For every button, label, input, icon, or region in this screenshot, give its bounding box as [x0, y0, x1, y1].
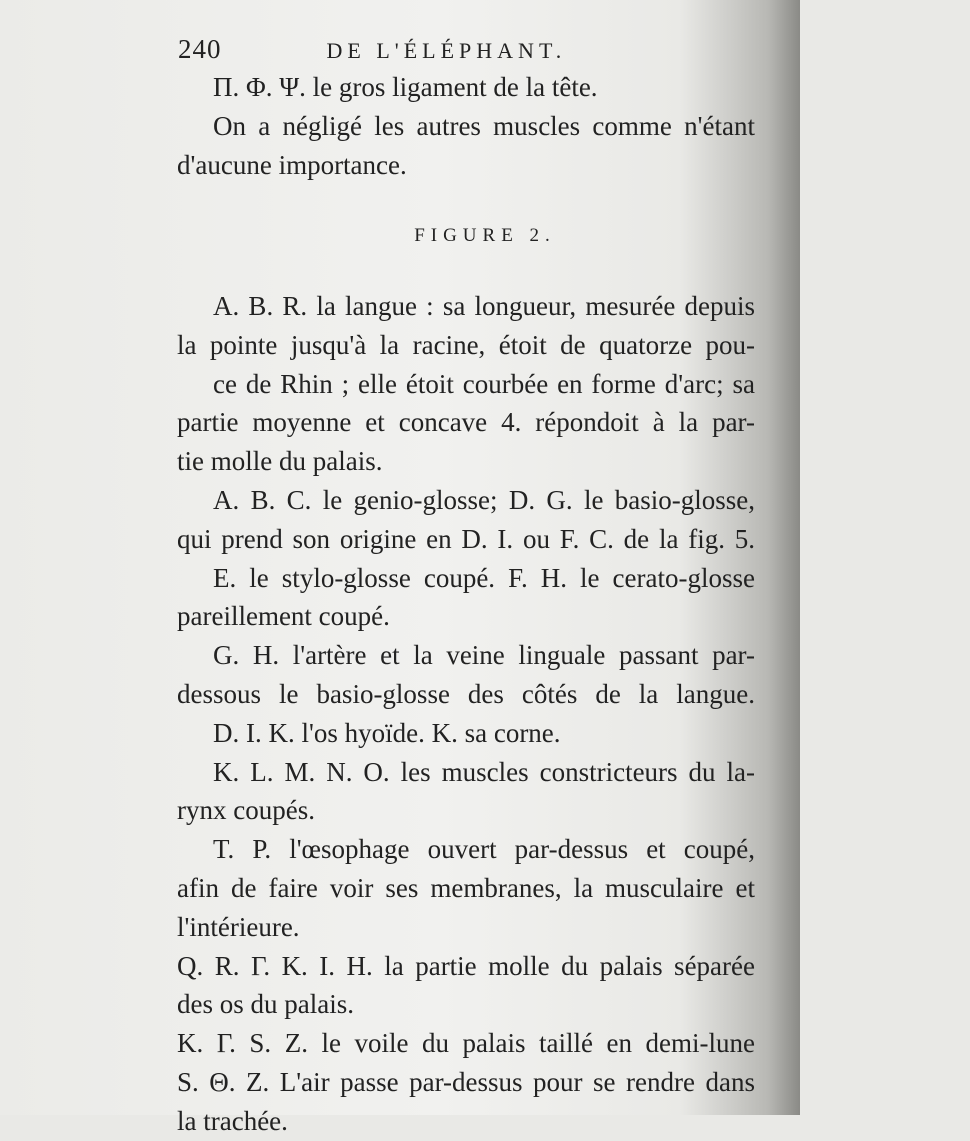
text-line: rynx coupés. — [177, 795, 315, 826]
text-line: la pointe jusqu'à la racine, étoit de quatorze pou- — [177, 329, 755, 360]
section-one-text — [177, 68, 755, 184]
text-line: G. H. l'artère et la veine linguale passant par- — [213, 640, 755, 671]
page-number: 240 — [178, 34, 222, 64]
text-line: dessous le basio-glosse des côtés de la langue. — [177, 678, 755, 709]
text-line: Q. R. Γ. K. I. H. la partie molle du palais séparée — [177, 950, 755, 981]
running-title: DE L'ÉLÉPHANT. — [326, 38, 567, 63]
text-line: partie moyenne et concave 4. répondoit à la par- — [177, 407, 755, 438]
text-line: ce de Rhin ; elle étoit courbée en forme d'arc; sa — [213, 368, 755, 399]
text-line: pareillement coupé. — [177, 601, 390, 632]
figure-heading: FIGURE 2. — [414, 225, 556, 246]
text-line: K. Γ. S. Z. le voile du palais taillé en demi-lune — [177, 1028, 755, 1059]
text-line: D. I. K. l'os hyoïde. K. sa corne. — [213, 717, 561, 748]
text-line: l'intérieure. — [177, 911, 300, 942]
text-line: Π. Φ. Ψ. le gros ligament de la tête. — [213, 72, 598, 102]
text-line: K. L. M. N. O. les muscles constricteurs du la- — [213, 756, 755, 787]
text-line: T. P. l'œsophage ouvert par-dessus et coupé, — [213, 834, 755, 865]
text-line: A. B. R. la langue : sa longueur, mesurée depuis — [213, 291, 755, 321]
text-line: des os du palais. — [177, 989, 354, 1020]
text-line: afin de faire voir ses membranes, la musculaire et — [177, 872, 755, 903]
text-line: S. Θ. Z. L'air passe par-dessus pour se rendre dans — [177, 1066, 755, 1097]
running-header — [178, 34, 768, 65]
text-line: d'aucune importance. — [177, 149, 407, 180]
text-line: A. B. C. le genio-glosse; D. G. le basio-glosse, — [213, 484, 755, 515]
figure-two-text — [177, 287, 755, 1141]
text-line: la trachée. — [177, 1105, 288, 1136]
text-line: On a négligé les autres muscles comme n'étant — [213, 110, 755, 141]
text-line: tie molle du palais. — [177, 446, 383, 477]
text-line: qui prend son origine en D. I. ou F. C. de la fig. 5. — [177, 523, 755, 554]
text-line: E. le stylo-glosse coupé. F. H. le cerato-glosse — [213, 562, 755, 593]
